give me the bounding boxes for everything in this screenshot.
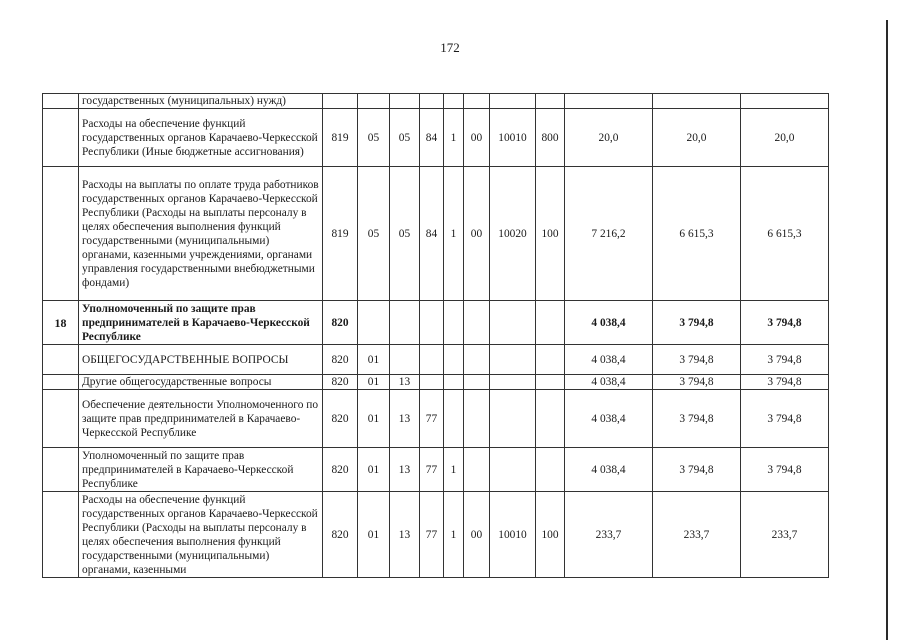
- cell-subprogram: 1: [444, 167, 464, 301]
- cell-subsection: [390, 345, 420, 375]
- cell-ministry-code: [323, 94, 358, 109]
- table-row: [43, 345, 829, 375]
- page-number: 172: [440, 40, 460, 55]
- cell-amount-year-1: 4 038,4: [565, 301, 653, 345]
- cell-amount-year-2: [653, 94, 741, 109]
- cell-amount-year-1: 20,0: [565, 109, 653, 167]
- cell-direction: [490, 301, 536, 345]
- cell-section: 05: [358, 167, 390, 301]
- cell-ministry-code: 819: [323, 109, 358, 167]
- cell-program: 84: [420, 109, 444, 167]
- cell-section: [358, 94, 390, 109]
- cell-section: 01: [358, 492, 390, 578]
- cell-direction: [490, 345, 536, 375]
- cell-index: [43, 448, 79, 492]
- cell-subsection: 05: [390, 167, 420, 301]
- cell-index: [43, 390, 79, 448]
- cell-direction: [490, 448, 536, 492]
- table-body: [43, 94, 829, 578]
- cell-main-event: 00: [464, 167, 490, 301]
- cell-amount-year-3: 3 794,8: [741, 375, 829, 390]
- cell-amount-year-2: 3 794,8: [653, 301, 741, 345]
- cell-amount-year-1: 233,7: [565, 492, 653, 578]
- table-row: [43, 301, 829, 345]
- cell-name: Расходы на обеспечение функций государственных органов Карачаево-Черкесской Республики (Расходы на выплаты персоналу в целях обеспечения выполнения функций государственными (муниципальными) органами, казенными: [79, 492, 323, 578]
- cell-amount-year-3: 3 794,8: [741, 448, 829, 492]
- cell-main-event: [464, 375, 490, 390]
- cell-main-event: 00: [464, 109, 490, 167]
- cell-index: [43, 167, 79, 301]
- table-row: [43, 492, 829, 578]
- budget-table: [42, 93, 829, 578]
- cell-program: [420, 94, 444, 109]
- cell-name: Уполномоченный по защите прав предпринимателей в Карачаево-Черкесской Республике: [79, 448, 323, 492]
- cell-subprogram: [444, 390, 464, 448]
- cell-ministry-code: 820: [323, 448, 358, 492]
- cell-amount-year-1: 4 038,4: [565, 390, 653, 448]
- cell-amount-year-2: 3 794,8: [653, 375, 741, 390]
- cell-main-event: [464, 448, 490, 492]
- page-edge-line: [886, 20, 888, 640]
- cell-expense-type: [536, 94, 565, 109]
- cell-expense-type: [536, 375, 565, 390]
- cell-subsection: 13: [390, 390, 420, 448]
- cell-direction: [490, 94, 536, 109]
- cell-direction: [490, 390, 536, 448]
- cell-index: [43, 345, 79, 375]
- cell-main-event: [464, 390, 490, 448]
- cell-section: [358, 301, 390, 345]
- cell-expense-type: [536, 345, 565, 375]
- cell-expense-type: 100: [536, 167, 565, 301]
- cell-subsection: [390, 301, 420, 345]
- cell-ministry-code: 820: [323, 345, 358, 375]
- cell-expense-type: [536, 301, 565, 345]
- table-row: [43, 375, 829, 390]
- cell-name: ОБЩЕГОСУДАРСТВЕННЫЕ ВОПРОСЫ: [79, 345, 323, 375]
- cell-direction: [490, 375, 536, 390]
- cell-subsection: [390, 94, 420, 109]
- cell-subprogram: [444, 345, 464, 375]
- cell-subprogram: [444, 301, 464, 345]
- cell-index: [43, 109, 79, 167]
- cell-index: [43, 375, 79, 390]
- cell-direction: 10020: [490, 167, 536, 301]
- cell-amount-year-3: 6 615,3: [741, 167, 829, 301]
- cell-expense-type: 100: [536, 492, 565, 578]
- cell-index: [43, 94, 79, 109]
- cell-amount-year-1: 4 038,4: [565, 448, 653, 492]
- cell-direction: 10010: [490, 109, 536, 167]
- cell-subprogram: 1: [444, 492, 464, 578]
- table-row: [43, 390, 829, 448]
- cell-subsection: 05: [390, 109, 420, 167]
- cell-amount-year-2: 233,7: [653, 492, 741, 578]
- cell-index: 18: [43, 301, 79, 345]
- cell-section: 01: [358, 345, 390, 375]
- cell-amount-year-3: 3 794,8: [741, 301, 829, 345]
- cell-expense-type: [536, 448, 565, 492]
- cell-section: 01: [358, 448, 390, 492]
- cell-subprogram: 1: [444, 448, 464, 492]
- cell-name: Расходы на обеспечение функций государственных органов Карачаево-Черкесской Республики (Иные бюджетные ассигнования): [79, 109, 323, 167]
- cell-amount-year-2: 3 794,8: [653, 345, 741, 375]
- cell-amount-year-3: 3 794,8: [741, 345, 829, 375]
- cell-name: государственных (муниципальных) нужд): [79, 94, 323, 109]
- cell-ministry-code: 819: [323, 167, 358, 301]
- cell-direction: 10010: [490, 492, 536, 578]
- cell-subprogram: 1: [444, 109, 464, 167]
- cell-main-event: [464, 94, 490, 109]
- cell-main-event: [464, 345, 490, 375]
- cell-program: [420, 345, 444, 375]
- cell-expense-type: [536, 390, 565, 448]
- cell-subsection: 13: [390, 448, 420, 492]
- cell-program: [420, 375, 444, 390]
- cell-program: 84: [420, 167, 444, 301]
- cell-name: Расходы на выплаты по оплате труда работников государственных органов Карачаево-Черкесской Республики (Расходы на выплаты персоналу в целях обеспечения выполнения функций государственными (муниципальными) органами, казенными учреждениями, органами управления государственными внебюджетными фондами): [79, 167, 323, 301]
- cell-amount-year-2: 20,0: [653, 109, 741, 167]
- cell-main-event: 00: [464, 492, 490, 578]
- cell-expense-type: 800: [536, 109, 565, 167]
- cell-amount-year-1: 4 038,4: [565, 345, 653, 375]
- cell-ministry-code: 820: [323, 390, 358, 448]
- cell-main-event: [464, 301, 490, 345]
- cell-subprogram: [444, 94, 464, 109]
- cell-section: 05: [358, 109, 390, 167]
- cell-ministry-code: 820: [323, 301, 358, 345]
- cell-ministry-code: 820: [323, 492, 358, 578]
- cell-name: Уполномоченный по защите прав предпринимателей в Карачаево-Черкесской Республике: [79, 301, 323, 345]
- cell-subsection: 13: [390, 375, 420, 390]
- cell-index: [43, 492, 79, 578]
- cell-subsection: 13: [390, 492, 420, 578]
- table-row: [43, 448, 829, 492]
- cell-program: 77: [420, 492, 444, 578]
- cell-name: Обеспечение деятельности Уполномоченного по защите прав предпринимателей в Карачаево-Черкесской Республике: [79, 390, 323, 448]
- cell-section: 01: [358, 375, 390, 390]
- cell-subprogram: [444, 375, 464, 390]
- table-row: [43, 109, 829, 167]
- table-row: [43, 167, 829, 301]
- cell-amount-year-1: 7 216,2: [565, 167, 653, 301]
- table-row: [43, 94, 829, 109]
- cell-amount-year-1: 4 038,4: [565, 375, 653, 390]
- cell-amount-year-1: [565, 94, 653, 109]
- cell-amount-year-2: 3 794,8: [653, 448, 741, 492]
- cell-amount-year-3: 233,7: [741, 492, 829, 578]
- cell-program: 77: [420, 390, 444, 448]
- cell-amount-year-3: 20,0: [741, 109, 829, 167]
- cell-section: 01: [358, 390, 390, 448]
- cell-program: [420, 301, 444, 345]
- cell-ministry-code: 820: [323, 375, 358, 390]
- cell-name: Другие общегосударственные вопросы: [79, 375, 323, 390]
- cell-amount-year-2: 6 615,3: [653, 167, 741, 301]
- cell-program: 77: [420, 448, 444, 492]
- cell-amount-year-3: 3 794,8: [741, 390, 829, 448]
- cell-amount-year-3: [741, 94, 829, 109]
- cell-amount-year-2: 3 794,8: [653, 390, 741, 448]
